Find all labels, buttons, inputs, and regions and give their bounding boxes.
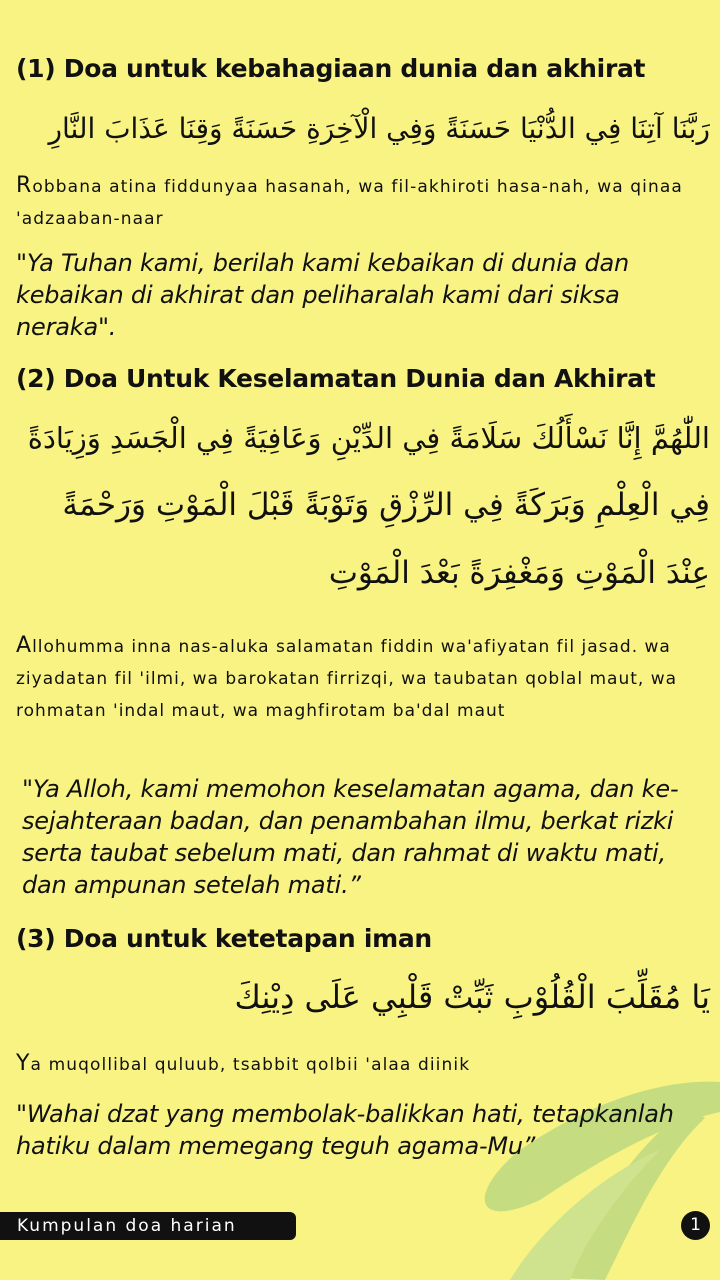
section-2-translation: "Ya Alloh, kami memohon keselamatan agama, dan ke-sejahteraan badan, dan penambahan ilmu, berkat rizki serta taubat sebelum mati, dan rahmat di waktu mati, dan ampunan setelah mati.” [22,775,679,899]
section-3-translation: "Wahai dzat yang membolak-balikkan hati, tetapkanlah hatiku dalam memegang teguh agama-Mu” [16,1100,674,1160]
dropcap-letter: R [16,173,33,198]
section-2-heading: (2) Doa Untuk Keselamatan Dunia dan Akhirat [16,364,656,393]
section-3-arabic: يَا مُقَلِّبَ الْقُلُوْبِ ثَبِّتْ قَلْبِي عَلَى دِيْنِكَ [234,978,710,1016]
section-1-translation: "Ya Tuhan kami, berilah kami kebaikan di dunia dan kebaikan di akhirat dan peliharalah kami dari siksa neraka". [16,249,630,341]
transliteration-text: llohumma inna nas-aluka salamatan fiddin wa'afiyatan fil jasad. wa ziyadatan fil 'ilmi, wa barokatan firrizqi, wa taubatan qoblal maut, wa rohmatan 'indal maut, wa maghfirotam ba'dal maut [16,637,678,721]
section-3-heading: (3) Doa untuk ketetapan iman [16,924,432,953]
footer-title: Kumpulan doa harian [17,1216,237,1236]
dropcap-letter: A [16,633,33,658]
section-1-transliteration [16,170,706,235]
section-1-arabic: رَبَّنَا آتِنَا فِي الدُّنْيَا حَسَنَةً وَفِي الْآخِرَةِ حَسَنَةً وَقِنَا عَذَابَ النَّارِ [48,112,710,145]
arabic-line: فِي الْعِلْمِ وَبَرَكَةً فِي الرِّزْقِ وَتَوْبَةً قَبْلَ الْمَوْتِ وَرَحْمَةً [62,487,710,523]
transliteration-text: a muqollibal quluub, tsabbit qolbii 'alaa diinik [30,1055,471,1075]
arabic-line: عِنْدَ الْمَوْتِ وَمَغْفِرَةً بَعْدَ الْمَوْتِ [328,555,710,591]
section-2-transliteration [16,630,711,727]
section-3-transliteration [16,1048,706,1081]
page-number-badge: 1 [681,1211,710,1240]
section-1-heading: (1) Doa untuk kebahagiaan dunia dan akhirat [16,54,646,83]
arabic-line: اللّٰهُمَّ إِنَّا نَسْأَلُكَ سَلَامَةً فِي الدِّيْنِ وَعَافِيَةً فِي الْجَسَدِ وَزِيَادَةً [27,421,710,455]
dropcap-letter: Y [16,1051,31,1076]
transliteration-text: obbana atina fiddunyaa hasanah, wa fil-akhiroti hasa-nah, wa qinaa 'adzaaban-naar [16,177,683,229]
